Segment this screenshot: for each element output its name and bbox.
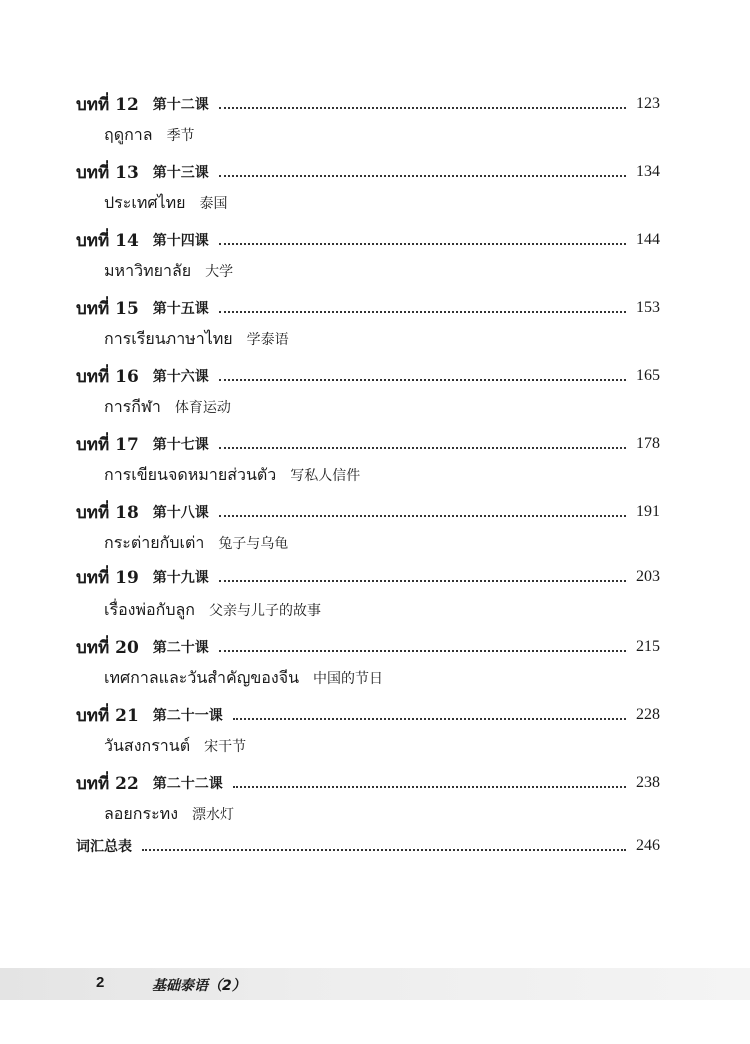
lesson-number-chinese: 第十七课 [152,437,209,453]
page-number: 144 [636,231,660,248]
footer-band [0,968,750,1000]
lesson-title-chinese: 泰国 [199,196,228,212]
lesson-title [104,532,288,554]
dot-leader [219,311,626,313]
page-number: 246 [636,837,660,854]
page-number: 203 [636,568,660,585]
lesson-number: บทที่ 21 [76,705,139,726]
lesson-title-chinese: 大学 [205,264,234,280]
lesson-title [104,396,231,418]
glossary-label: 词汇总表 [76,839,132,855]
lesson-number: บทที่ 13 [76,162,139,183]
page-number: 134 [636,163,660,180]
lesson-title [104,260,233,282]
lesson-number-chinese: 第二十一课 [152,708,223,724]
lesson-title [104,803,234,825]
page-number: 153 [636,299,660,316]
toc-row[interactable] [76,635,660,659]
dot-leader [233,786,626,788]
lesson-number: บทที่ 20 [76,637,139,658]
footer-book-title: 基础泰语（2） [152,978,246,994]
lesson-title-chinese: 中国的节日 [313,671,384,687]
lesson-title [104,192,227,214]
lesson-number: บทที่ 22 [76,773,139,794]
dot-leader [219,107,626,109]
toc-row[interactable] [76,565,660,589]
dot-leader [219,580,626,582]
lesson-title-thai: ประเทศไทย [104,192,186,212]
lesson-title-chinese: 宋干节 [204,739,247,755]
lesson-title-chinese: 漂水灯 [192,807,235,823]
toc-row[interactable] [76,92,660,116]
lesson-title-thai: กระต่ายกับเต่า [104,532,205,552]
page-number: 123 [636,95,660,112]
lesson-title-thai: การเขียนจดหมายส่วนตัว [104,464,277,484]
dot-leader [233,718,626,720]
lesson-title-thai: มหาวิทยาลัย [104,260,192,280]
toc-row[interactable] [76,834,660,858]
dot-leader [219,243,626,245]
lesson-number-chinese: 第十三课 [152,165,209,181]
toc-row[interactable] [76,228,660,252]
lesson-title-thai: ลอยกระทง [104,803,179,823]
lesson-number-chinese: 第二十二课 [152,776,223,792]
lesson-number-chinese: 第十五课 [152,301,209,317]
page-number: 228 [636,706,660,723]
lesson-title-chinese: 季节 [166,128,195,144]
dot-leader [219,515,626,517]
lesson-title-thai: เรื่องพ่อกับลูก [104,599,195,619]
page-number: 165 [636,367,660,384]
lesson-title [104,464,360,486]
lesson-title-thai: ฤดูกาล [104,124,153,144]
lesson-title-chinese: 兔子与乌龟 [218,536,289,552]
lesson-title-thai: เทศกาลและวันสำคัญของจีน [104,667,300,687]
page-number: 178 [636,435,660,452]
lesson-title-chinese: 父亲与儿子的故事 [208,603,321,619]
lesson-number-chinese: 第十八课 [152,505,209,521]
dot-leader [142,849,626,851]
page-number: 191 [636,503,660,520]
lesson-number: บทที่ 17 [76,434,139,455]
lesson-number-chinese: 第十六课 [152,369,209,385]
lesson-title [104,667,383,689]
toc-row[interactable] [76,703,660,727]
page-number: 215 [636,638,660,655]
lesson-number-chinese: 第十二课 [152,97,209,113]
toc-row[interactable] [76,160,660,184]
lesson-title [104,328,289,350]
page-number: 238 [636,774,660,791]
lesson-title-thai: การเรียนภาษาไทย [104,328,233,348]
lesson-title-chinese: 写私人信件 [290,468,361,484]
toc-row[interactable] [76,296,660,320]
lesson-number: บทที่ 18 [76,502,139,523]
lesson-title-chinese: 体育运动 [174,400,231,416]
dot-leader [219,650,626,652]
lesson-title [104,124,195,146]
lesson-number-chinese: 第二十课 [152,640,209,656]
toc-row[interactable] [76,500,660,524]
lesson-title [104,735,246,757]
lesson-title-thai: การกีฬา [104,396,161,416]
lesson-number: บทที่ 14 [76,230,139,251]
toc-row[interactable] [76,432,660,456]
dot-leader [219,175,626,177]
lesson-title-thai: วันสงกรานต์ [104,735,191,755]
lesson-number: บทที่ 15 [76,298,139,319]
toc-row[interactable] [76,364,660,388]
lesson-number: บทที่ 16 [76,366,139,387]
lesson-title [104,599,321,621]
footer-page-number: 2 [96,974,105,991]
lesson-title-chinese: 学泰语 [246,332,289,348]
dot-leader [219,447,626,449]
toc-row[interactable] [76,771,660,795]
dot-leader [219,379,626,381]
lesson-number-chinese: 第十九课 [152,570,209,586]
lesson-number: บทที่ 12 [76,94,139,115]
lesson-number: บทที่ 19 [76,567,139,588]
lesson-number-chinese: 第十四课 [152,233,209,249]
